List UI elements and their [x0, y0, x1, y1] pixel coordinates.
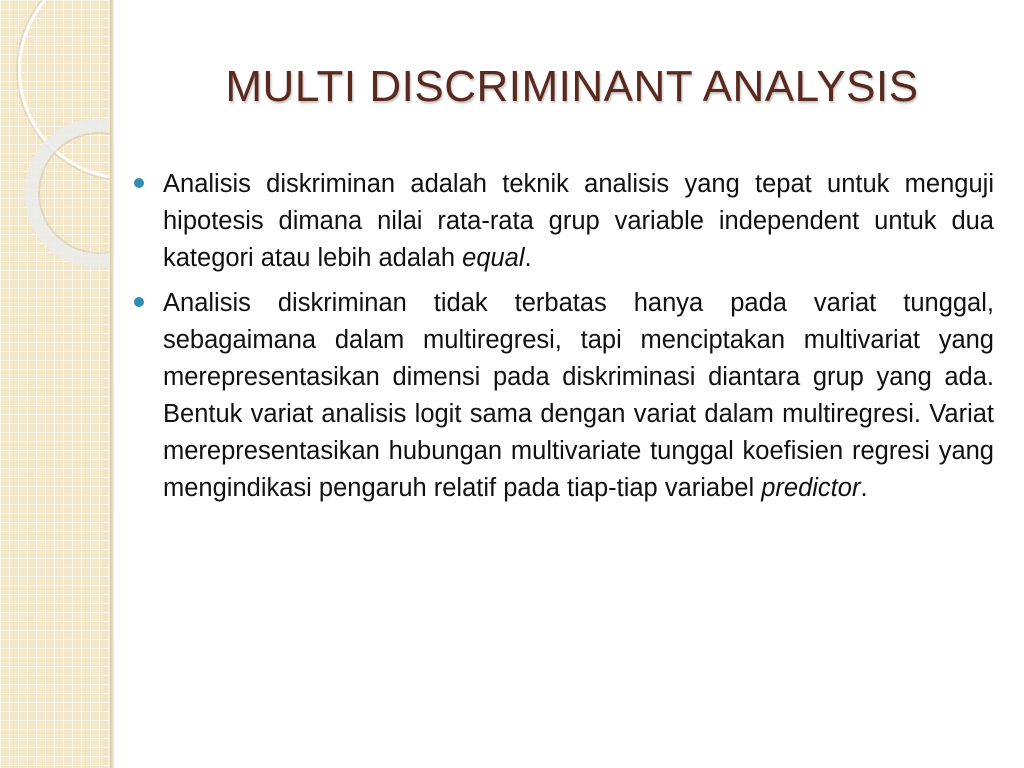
bullet-dot-icon	[134, 297, 144, 307]
bullet-text-italic: predictor	[761, 474, 861, 502]
decorative-side-panel	[0, 0, 112, 768]
decorative-ring-middle	[24, 118, 112, 268]
bullet-text-body: Analisis diskriminan adalah teknik analisis yang tepat untuk menguji hipotesis dimana nilai rata-rata grup variable independent untuk dua kategori atau lebih adalah	[163, 170, 994, 272]
bullet-list	[134, 166, 994, 515]
slide-title: MULTI DISCRIMINANT ANALYSIS	[225, 62, 919, 111]
bullet-item-2	[134, 285, 994, 507]
bullet-item-1	[134, 166, 994, 277]
bullet-text	[163, 285, 994, 507]
bullet-text-punct: .	[524, 244, 532, 272]
bullet-text-italic: equal	[462, 244, 525, 272]
bullet-text-body: Analisis diskriminan tidak terbatas hanya pada variat tunggal, sebagaimana dalam multiregresi, tapi menciptakan multivariat yang merepresentasikan dimensi pada diskriminasi diantara grup yang ada. Bentuk variat analisis logit sama dengan variat dalam multiregresi. Variat merepresentasikan hubungan multivariate tunggal koefisien regresi yang mengindikasi pengaruh relatif pada tiap-tiap variabel	[163, 289, 994, 502]
bullet-text-punct: .	[860, 474, 868, 502]
bullet-dot-icon	[134, 178, 144, 188]
bullet-text	[163, 166, 994, 277]
side-panel-edge	[110, 0, 114, 768]
